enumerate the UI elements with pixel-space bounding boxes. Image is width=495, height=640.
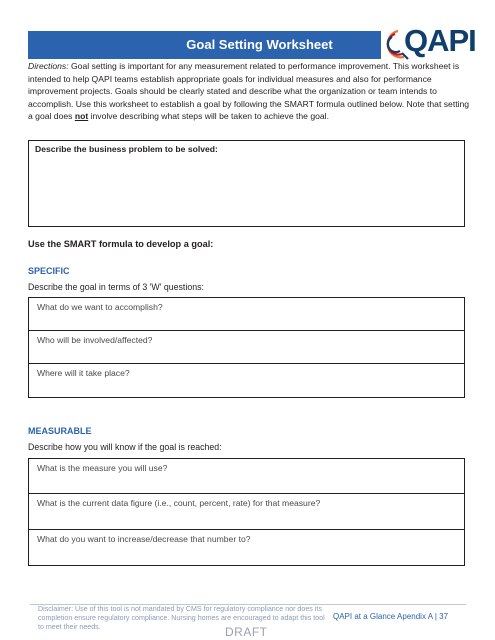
problem-input-box[interactable] [28,140,465,227]
specific-question-box [28,297,465,398]
page-reference: QAPI at a Glance Apendix A | 37 [333,612,449,621]
specific-question-what[interactable]: What do we want to accomplish? [29,298,464,331]
specific-question-who[interactable]: Who will be involved/affected? [29,331,464,364]
specific-instruction: Describe the goal in terms of 3 'W' questions: [28,282,204,292]
measurable-instruction: Describe how you will know if the goal is reached: [28,442,222,452]
measurable-title: MEASURABLE [28,426,92,436]
directions-text-2: involve describing what steps will be taken to achieve the goal. [88,111,329,122]
measurable-question-measure[interactable]: What is the measure you will use? [29,459,464,494]
directions-emphasis: not [74,111,89,122]
directions-paragraph [28,60,471,123]
specific-title: SPECIFIC [28,266,70,276]
measurable-question-target[interactable]: What do you want to increase/decrease that number to? [37,534,251,544]
problem-label: Describe the business problem to be solved: [35,144,218,154]
directions-label: Directions: [28,61,69,71]
draft-watermark: DRAFT [225,625,268,639]
specific-question-where[interactable]: Where will it take place? [37,368,130,378]
smart-heading: Use the SMART formula to develop a goal: [28,239,214,249]
measurable-question-box [28,458,465,566]
directions-text-1: Goal setting is important for any measurement related to performance improvement. This worksheet is intended to help QAPI teams establish appropriate goals for individual measures and also for performance improvement projects. Goals should be clearly stated and describe what the organization or team intends to accomplish. Use this worksheet to establish a goal by following the SMART formula outlined below. Note that setting a goal does [28,61,470,122]
measurable-question-current[interactable]: What is the current data figure (i.e., count, percent, rate) for that measure? [29,494,464,530]
worksheet-title-banner [28,31,381,59]
logo-wordmark: QAPI [404,23,476,58]
worksheet-title: Goal Setting Worksheet [186,37,333,52]
footer-disclaimer: Disclaimer: Use of this tool is not mandated by CMS for regulatory compliance nor does its completion ensure regulatory compliance. Nursing homes are encouraged to adapt this tool to meet their needs. [38,605,325,632]
